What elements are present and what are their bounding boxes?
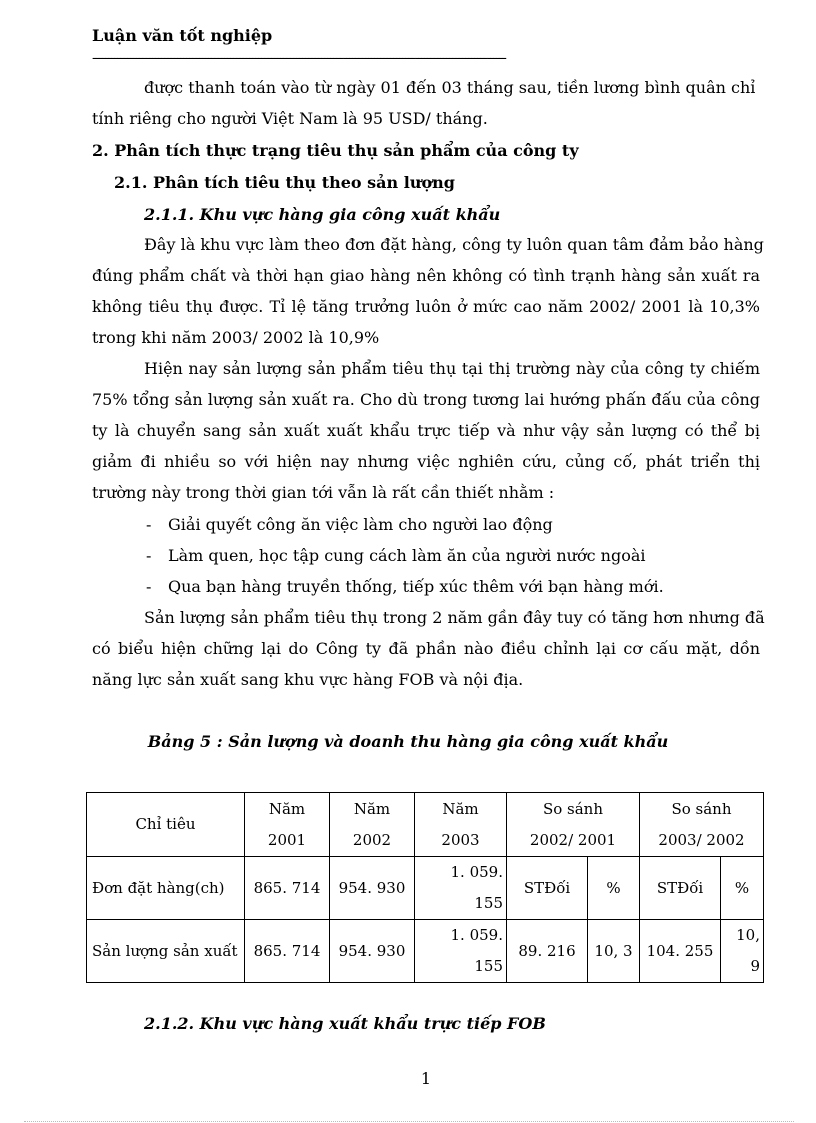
subsection-heading: 2.1. Phân tích tiêu thụ theo sản lượng <box>114 173 455 192</box>
paragraph-line: có biểu hiện chững lại do Công ty đã phần nào điều chỉnh lại cơ cấu mặt, dồn <box>92 639 760 658</box>
paragraph-line: Sản lượng sản phẩm tiêu thụ trong 2 năm gần đây tuy có tăng hơn nhưng đã <box>144 608 765 627</box>
paragraph-line: trường này trong thời gian tới vẫn là rất cần thiết nhằm : <box>92 483 555 502</box>
subsubsection-heading: 2.1.1. Khu vực hàng gia công xuất khẩu <box>144 205 501 224</box>
paragraph-line: được thanh toán vào từ ngày 01 đến 03 tháng sau, tiền lương bình quân chỉ <box>144 78 756 97</box>
paragraph-line: ty là chuyển sang sản xuất xuất khẩu trực tiếp và như vậy sản lượng có thể bị <box>92 421 760 440</box>
table-cell: 10, 3 <box>588 920 640 983</box>
subsubsection-heading: 2.1.2. Khu vực hàng xuất khẩu trực tiếp FOB <box>144 1014 546 1033</box>
table-header-row <box>87 793 764 857</box>
paragraph-line: Đây là khu vực làm theo đơn đặt hàng, công ty luôn quan tâm đảm bảo hàng <box>144 235 764 254</box>
table-cell: 89. 216 <box>507 920 588 983</box>
table-cell: 1. 059. 155 <box>415 920 507 983</box>
table-cell: 104. 255 <box>640 920 721 983</box>
table-cell: STĐối <box>507 857 588 920</box>
header-cell-2002: Năm 2002 <box>330 793 415 857</box>
paragraph-line: trong khi năm 2003/ 2002 là 10,9% <box>92 328 380 347</box>
table-cell: 865. 714 <box>245 920 330 983</box>
section-heading: 2. Phân tích thực trạng tiêu thụ sản phẩm của công ty <box>92 141 579 160</box>
page-number: 1 <box>420 1069 432 1088</box>
bullet-mark: - <box>146 515 152 534</box>
table-cell: Sản lượng sản xuất <box>87 920 245 983</box>
bullet-mark: - <box>146 546 152 565</box>
header-cell-2001: Năm 2001 <box>245 793 330 857</box>
bullet-mark: - <box>146 577 152 596</box>
table-row <box>87 857 764 920</box>
table-cell: 1. 059. 155 <box>415 857 507 920</box>
header-cell-compare-1: So sánh 2002/ 2001 <box>507 793 640 857</box>
paragraph-line: đúng phẩm chất và thời hạn giao hàng nên không có tình trạnh hàng sản xuất ra <box>92 266 760 285</box>
table-row <box>87 920 764 983</box>
header-title: Luận văn tốt nghiệp <box>92 26 273 45</box>
data-table <box>86 792 764 983</box>
list-item-text: Qua bạn hàng truyền thống, tiếp xúc thêm với bạn hàng mới. <box>168 577 664 596</box>
list-item-text: Làm quen, học tập cung cách làm ăn của người nước ngoài <box>168 546 646 565</box>
paragraph-line: năng lực sản xuất sang khu vực hàng FOB và nội địa. <box>92 670 524 689</box>
table-cell: 954. 930 <box>330 857 415 920</box>
list-item <box>146 577 664 597</box>
list-item <box>146 515 553 535</box>
table-cell: 10, 9 <box>721 920 764 983</box>
list-item <box>146 546 646 566</box>
table-cell: STĐối <box>640 857 721 920</box>
footer-divider <box>24 1121 794 1122</box>
header-cell-compare-2: So sánh 2003/ 2002 <box>640 793 764 857</box>
table-cell: 954. 930 <box>330 920 415 983</box>
paragraph-line: giảm đi nhiều so với hiện nay nhưng việc nghiên cứu, củng cố, phát triển thị <box>92 452 760 471</box>
header-cell-chitieu: Chỉ tiêu <box>87 793 245 857</box>
paragraph-line: không tiêu thụ được. Tỉ lệ tăng trưởng luôn ở mức cao năm 2002/ 2001 là 10,3% <box>92 297 760 316</box>
paragraph-line: Hiện nay sản lượng sản phẩm tiêu thụ tại thị trường này của công ty chiếm <box>144 359 760 378</box>
table-cell: Đơn đặt hàng(ch) <box>87 857 245 920</box>
table-cell: 865. 714 <box>245 857 330 920</box>
table-cell: % <box>588 857 640 920</box>
header-cell-2003: Năm 2003 <box>415 793 507 857</box>
table-cell: % <box>721 857 764 920</box>
table-caption: Bảng 5 : Sản lượng và doanh thu hàng gia công xuất khẩu <box>147 732 669 751</box>
list-item-text: Giải quyết công ăn việc làm cho người lao động <box>168 515 553 534</box>
header-divider: ------------------------------------------------------------------------------------------------------------------------------------ <box>92 50 506 66</box>
paragraph-line: 75% tổng sản lượng sản xuất ra. Cho dù trong tương lai hướng phấn đấu của công <box>92 390 760 409</box>
paragraph-line: tính riêng cho người Việt Nam là 95 USD/ tháng. <box>92 109 488 128</box>
